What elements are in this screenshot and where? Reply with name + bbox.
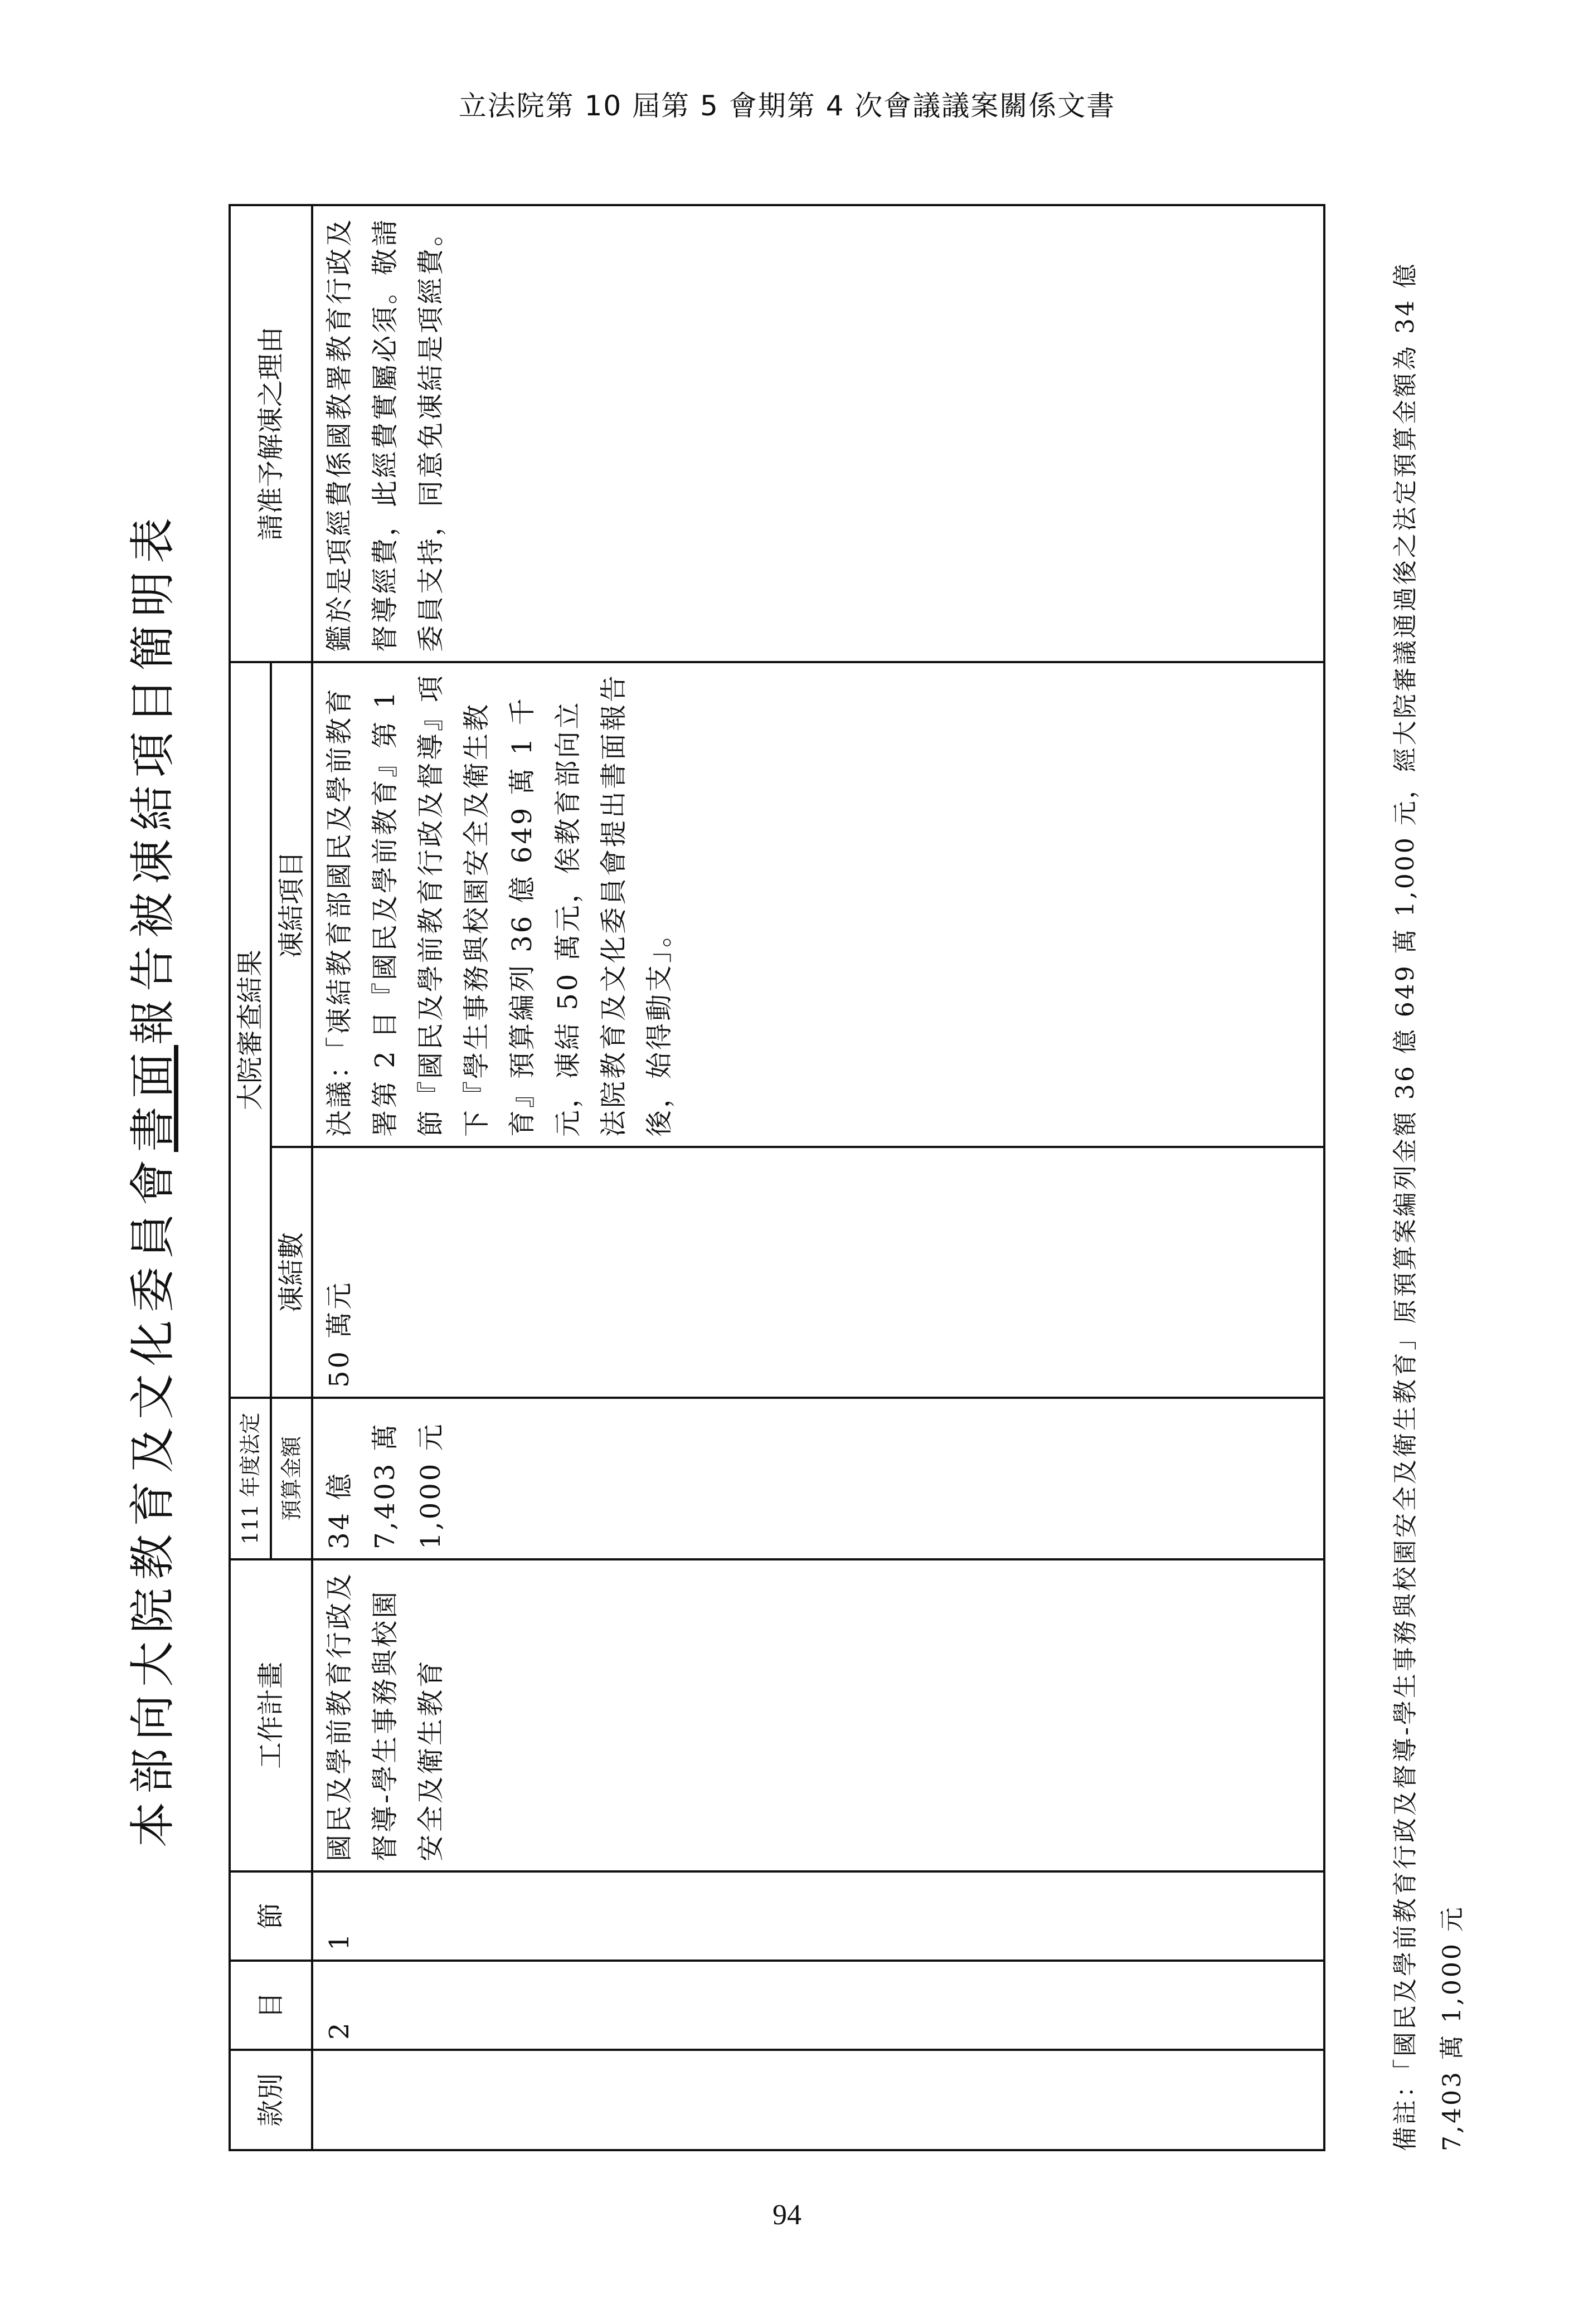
header-budget-amount: 預算金額: [271, 1398, 312, 1559]
header-jie: 節: [230, 1871, 312, 1961]
footnote: 備註：「國民及學前教育行政及督導-學生事務與校園安全及衛生教育」原預算案編列金額 36 億 649 萬 1,000 元，經大院審議通過後之法定預算金額為 34 億 7,403 萬 1,000 元: [1391, 261, 1466, 2151]
title-underlined: 書面: [127, 1045, 179, 1153]
header-freeze-item: 凍結項目: [271, 662, 312, 1147]
cell-jie: 1: [312, 1871, 1324, 1961]
header-budget-year: 111 年度法定: [230, 1398, 271, 1559]
cell-reason: 鑑於是項經費係國教署教育行政及督導經費，此經費實屬必須。敬請委員支持，同意免凍結是項經費。: [312, 205, 1324, 662]
frozen-items-table: [229, 204, 1325, 2151]
header-plan: 工作計畫: [230, 1559, 312, 1871]
page-number: 94: [773, 2199, 801, 2231]
title-part-2: 報告被凍結項目簡明表: [127, 509, 179, 1045]
page-header: 立法院第 10 屆第 5 會期第 4 次會議議案關係文書: [458, 90, 1116, 122]
header-reason: 請准予解凍之理由: [230, 205, 312, 662]
header-mu: 目: [230, 1961, 312, 2050]
title-part-1: 本部向大院教育及文化委員會: [127, 1152, 179, 1848]
header-review-result: 大院審查結果: [230, 662, 271, 1398]
cell-freeze-item: 決議：「凍結教育部國民及學前教育署第 2 目『國民及學前教育』第 1 節『國民及學前教育行政及督導』項下『學生事務與校園安全及衛生教育』預算編列 36 億 649 萬 1 千元，凍結 50 萬元，俟教育部向立法院教育及文化委員會提出書面報告後，始得動支」。: [312, 662, 1324, 1147]
table-row: [312, 205, 1324, 2150]
header-kuan: 款別: [230, 2050, 312, 2150]
cell-budget: 34 億 7,403 萬 1,000 元: [312, 1398, 1324, 1559]
header-freeze-amount: 凍結數: [271, 1147, 312, 1398]
cell-freeze-amount: 50 萬元: [312, 1147, 1324, 1398]
cell-mu: 2: [312, 1961, 1324, 2050]
document-title: [123, 206, 184, 2151]
cell-plan: 國民及學前教育行政及督導-學生事務與校園安全及衛生教育: [312, 1559, 1324, 1871]
cell-kuan: [312, 2050, 1324, 2150]
rotated-content: [123, 206, 1505, 2151]
